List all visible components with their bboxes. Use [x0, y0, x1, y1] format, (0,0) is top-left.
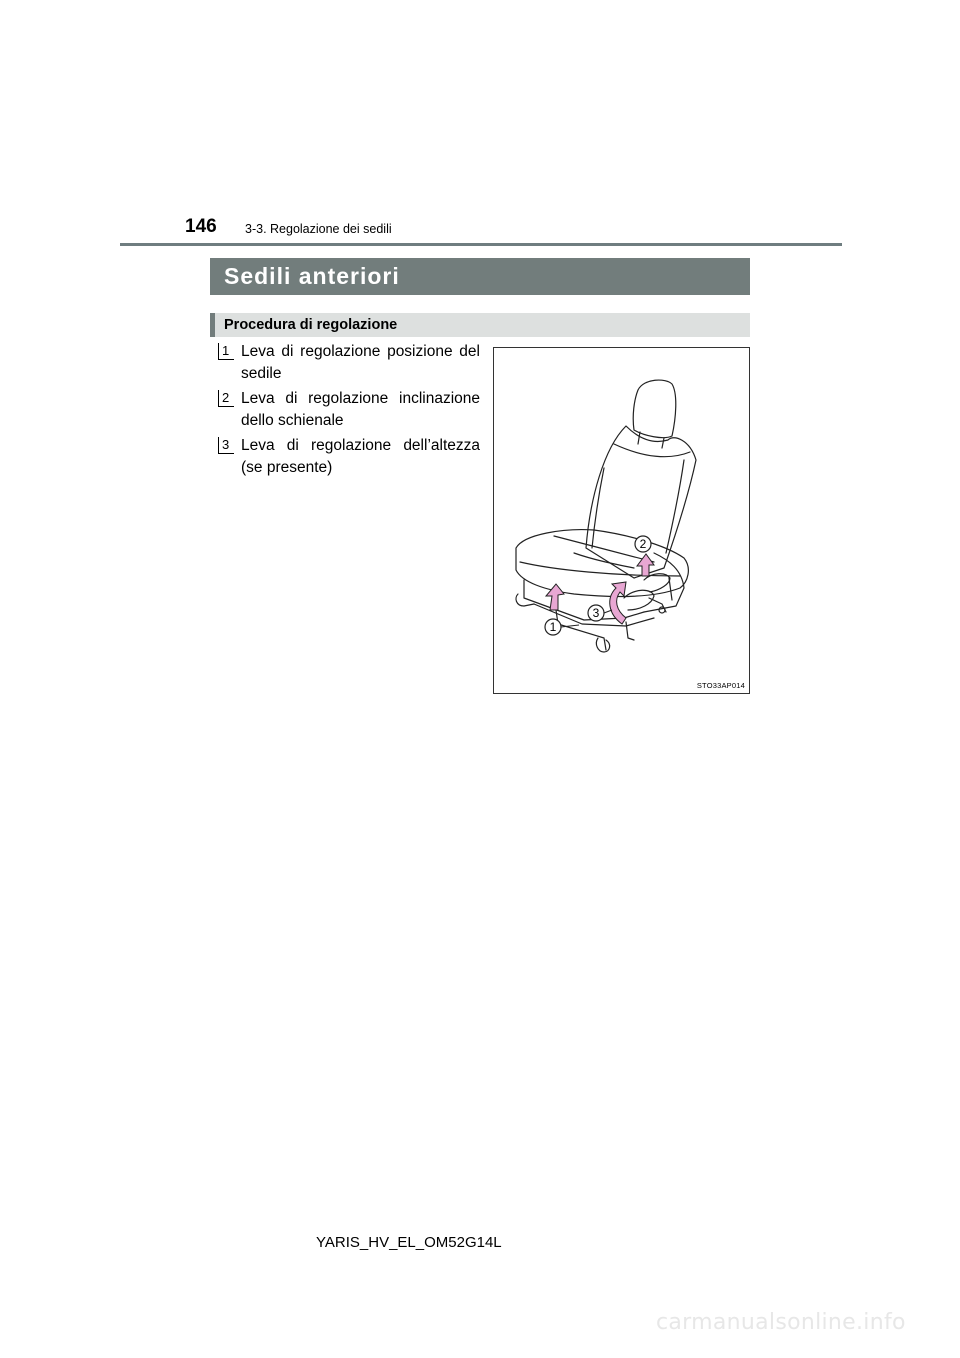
figure-code: STO33AP014 [696, 681, 745, 690]
callout-1: 1 [549, 620, 557, 634]
subheading-bar [210, 313, 750, 337]
subheading: Procedura di regolazione [224, 317, 398, 333]
document-code: YARIS_HV_EL_OM52G14L [316, 1234, 502, 1251]
lever-height [624, 590, 654, 610]
arrow-3 [610, 582, 626, 624]
callout-2: 2 [639, 537, 647, 551]
subheading-accent [210, 313, 215, 337]
page-number: 146 [185, 216, 217, 237]
item-text: Leva di regolazione inclinazione dello schienale [241, 390, 480, 429]
callout-3: 3 [592, 606, 600, 620]
item-text: Leva di regolazione posizione del sedile [241, 343, 480, 382]
seat-illustration [493, 347, 750, 694]
arrow-1 [546, 584, 564, 610]
seat-rail [524, 580, 644, 620]
list-item [218, 341, 480, 385]
seat-cushion [516, 530, 688, 597]
item-text: Leva di regolazione dell’altezza (se presente) [241, 437, 480, 476]
headrest [633, 380, 676, 438]
item-number: 1 [218, 343, 234, 360]
header-rule [120, 243, 842, 246]
item-number: 3 [218, 437, 234, 454]
list-item [218, 388, 480, 432]
item-number: 2 [218, 390, 234, 407]
section-title-bar [210, 258, 750, 295]
list-item [218, 435, 480, 479]
section-path: 3-3. Regolazione dei sedili [245, 222, 392, 236]
watermark: carmanualsonline.info [656, 1310, 906, 1335]
seat-drawing [494, 348, 751, 695]
section-title: Sedili anteriori [224, 263, 400, 289]
